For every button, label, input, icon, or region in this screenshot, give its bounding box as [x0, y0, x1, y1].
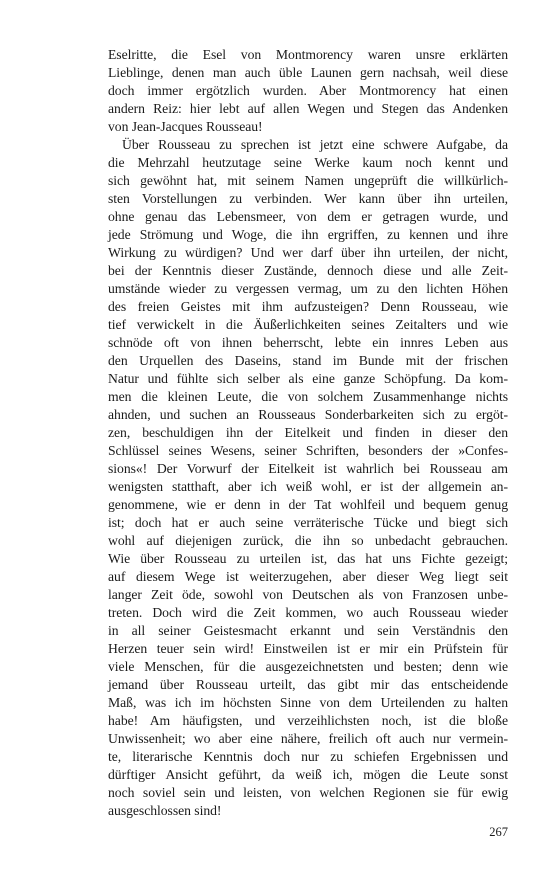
text-line: tief verwickelt in die Äußerlichkeiten seines Zeitalters und wie — [108, 317, 508, 332]
text-line: men die kleinen Leute, die von solchem Zusammenhange nichts — [108, 389, 508, 404]
text-line: des freien Geistes mit ihm aufzusteigen? Denn Rousseau, wie — [108, 299, 508, 314]
text-line: Über Rousseau zu sprechen ist jetzt eine schwere Aufgabe, da — [122, 137, 508, 152]
text-line: noch soviel sein und leisten, von welchen Regionen sie für ewig — [108, 785, 508, 800]
text-line: andern Reiz: hier lebt auf allen Wegen und Stegen das Andenken — [108, 101, 508, 116]
text-line: ahnden, und suchen an Rousseaus Sonderbarkeiten sich zu ergöt- — [108, 407, 508, 422]
text-line: sich gewöhnt hat, mit seinem Namen ungeprüft die willkürlich- — [108, 173, 508, 188]
text-line: Lieblinge, denen man auch üble Launen gern nachsah, weil diese — [108, 65, 508, 80]
text-line: Eselritte, die Esel von Montmorency waren unsre erklärten — [108, 47, 508, 62]
text-line: viele Menschen, für die ausgezeichnetsten und besten; denn wie — [108, 659, 508, 674]
text-line: jede Strömung und Woge, die ihn ergriffen, zu kennen und ihre — [108, 227, 508, 242]
text-line: sten Vorstellungen zu verbinden. Wer kann über ihn urteilen, — [108, 191, 508, 206]
text-line: bei der Kenntnis dieser Zustände, dennoch diese und alle Zeit- — [108, 263, 508, 278]
text-line: treten. Doch wird die Zeit kommen, wo auch Rousseau wieder — [108, 605, 508, 620]
text-line: doch immer ergötzlich wurden. Aber Montmorency hat einen — [108, 83, 508, 98]
text-line: genommene, wie er denn in der Tat wohlfeil und bequem genug — [108, 497, 508, 512]
text-line: schnöde oft von ihnen beherrscht, lebte ein innres Leben aus — [108, 335, 508, 350]
text-line: von Jean-Jacques Rousseau! — [108, 119, 263, 134]
text-line: Wirkung zu würdigen? Und wer darf über ihn urteilen, der nicht, — [108, 245, 508, 260]
text-line: ausgeschlossen sind! — [108, 803, 222, 818]
text-line: Schlüssel seines Wesens, seiner Schriften, besonders der »Confes- — [108, 443, 508, 458]
text-line: Wie über Rousseau zu urteilen ist, das hat uns Fichte gezeigt; — [108, 551, 508, 566]
text-line: sions«! Der Vorwurf der Eitelkeit ist wahrlich bei Rousseau am — [108, 461, 508, 476]
text-line: Herzen teuer sein wird! Einstweilen ist er mir ein Prüfstein für — [108, 641, 508, 656]
text-line: habe! Am häufigsten, und verzeihlichsten noch, ist die bloße — [108, 713, 508, 728]
text-line: dürftiger Ansicht geführt, da weiß ich, mögen die Leute sonst — [108, 767, 508, 782]
text-line: umstände wieder zu vergessen vermag, um zu den lichten Höhen — [108, 281, 508, 296]
text-line: Unwissenheit; wo aber eine nähere, freilich oft auch nur vermein- — [108, 731, 508, 746]
text-line: auf diesem Wege ist weiterzugehen, aber dieser Weg liegt seit — [108, 569, 508, 584]
document-body — [108, 46, 508, 820]
page-number: 267 — [489, 825, 508, 839]
text-line: jemand über Rousseau urteilt, das gibt mir das entscheidende — [108, 677, 508, 692]
text-line: in all seiner Geistesmacht erkannt und sein Verständnis den — [108, 623, 508, 638]
text-line: langer Zeit öde, sowohl von Deutschen als von Franzosen unbe- — [108, 587, 508, 602]
text-line: zen, beschuldigen ihn der Eitelkeit und finden in dieser den — [108, 425, 508, 440]
text-line: die Mehrzahl heutzutage seine Werke kaum noch kennt und — [108, 155, 508, 170]
text-line: te, literarische Kenntnis doch nur zu schiefen Ergebnissen und — [108, 749, 508, 764]
text-line: wenigsten statthaft, aber ich weiß wohl, er ist der allgemein an- — [108, 479, 508, 494]
text-line: ist; doch hat er auch seine verräterische Tücke und biegt sich — [108, 515, 508, 530]
text-line: Maß, was ich im höchsten Sinne von dem Urteilenden zu halten — [108, 695, 508, 710]
text-line: Natur und fühlte sich selber als eine ganze Schöpfung. Da kom- — [108, 371, 508, 386]
text-line: wohl auf diejenigen zurück, die ihn so unbedacht gebrauchen. — [108, 533, 508, 548]
text-line: ohne genau das Lebensmeer, von dem er getragen wurde, und — [108, 209, 508, 224]
text-line: den Urquellen des Daseins, stand im Bunde mit der frischen — [108, 353, 508, 368]
